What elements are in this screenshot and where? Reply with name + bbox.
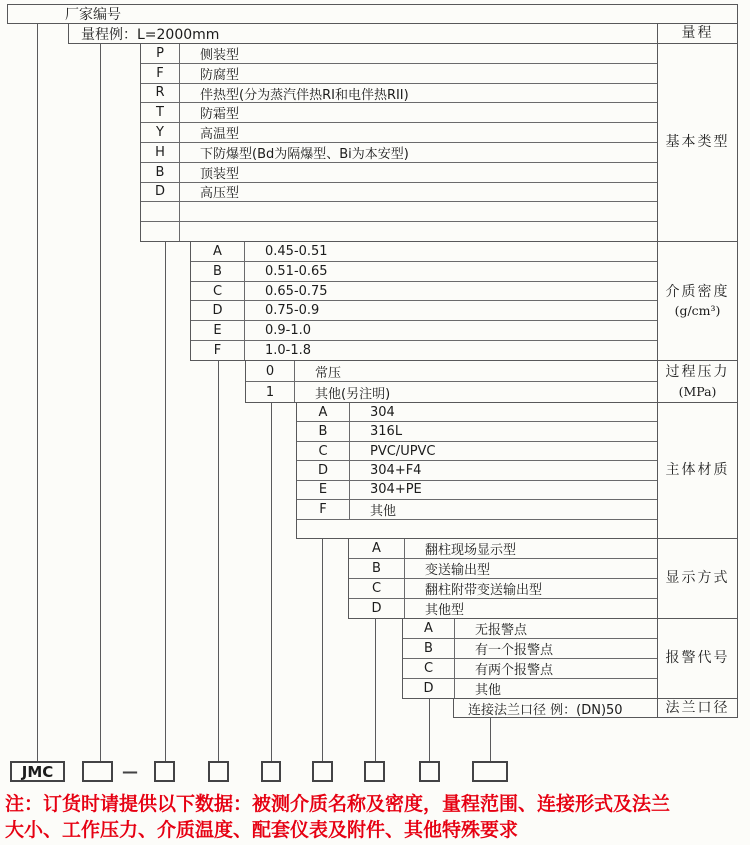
code-cell: C — [349, 579, 405, 598]
side-label-text: 介质密度 — [665, 283, 730, 300]
code-cell: E — [297, 481, 350, 499]
table-row — [141, 44, 657, 64]
range-example-label: 量程例：L=2000mm — [81, 26, 220, 43]
description-cell: 0.45-0.51 — [265, 243, 328, 259]
description-cell: 0.51-0.65 — [265, 263, 328, 279]
description-cell: 其他型 — [425, 603, 465, 618]
code-cell: B — [349, 559, 405, 578]
connector-line — [37, 23, 38, 762]
code-cell — [141, 202, 180, 221]
code-cell: D — [403, 679, 455, 698]
description-cell: 有一个报警点 — [475, 643, 554, 658]
side-label-text: 法兰口径 — [665, 699, 730, 716]
table-row — [191, 301, 657, 321]
description-cell: 0.9-1.0 — [265, 323, 312, 339]
table-row — [297, 481, 657, 500]
table-row — [246, 361, 657, 382]
description-cell: 翻柱现场显示型 — [425, 543, 517, 558]
description-cell: 防腐型 — [200, 67, 240, 83]
side-label-text: 主体材质 — [665, 462, 730, 479]
code-cell: E — [191, 321, 245, 340]
table-row — [349, 559, 657, 579]
side-label-body-material — [657, 402, 738, 539]
code-cell: D — [141, 183, 180, 202]
table-row — [246, 382, 657, 402]
description-cell: 翻柱附带变送输出型 — [425, 583, 543, 598]
code-cell: C — [403, 659, 455, 678]
connector-line — [375, 618, 376, 762]
model-code-box — [312, 761, 333, 782]
code-cell: C — [191, 282, 245, 301]
selection-table-flange-diameter — [453, 698, 658, 718]
code-cell: 1 — [246, 382, 295, 402]
code-cell: B — [403, 639, 455, 658]
code-cell: Y — [141, 123, 180, 142]
table-row — [403, 619, 657, 639]
code-cell — [141, 222, 180, 241]
connector-line — [100, 43, 101, 762]
description-cell: 其他(另注明) — [315, 386, 391, 402]
code-cell: B — [191, 262, 245, 281]
table-row — [297, 442, 657, 461]
connector-line — [165, 241, 166, 762]
factory-code-header — [7, 4, 738, 24]
side-label-text: 量程 — [681, 25, 714, 42]
side-label-flange-diameter — [657, 698, 738, 718]
description-cell: 连接法兰口径 例：(DN)50 — [468, 702, 623, 717]
description-cell — [180, 222, 657, 241]
description-cell — [297, 520, 657, 538]
connector-line — [322, 538, 323, 762]
side-label-alarm-code — [657, 618, 738, 699]
table-row — [191, 341, 657, 360]
table-row — [297, 520, 657, 538]
code-cell: F — [141, 64, 180, 83]
table-row — [454, 699, 657, 717]
table-row — [297, 461, 657, 480]
description-cell: 无报警点 — [475, 623, 528, 638]
description-cell: 高压型 — [200, 186, 240, 202]
selection-table-process-pressure — [245, 360, 658, 403]
ordering-note-line1: 注：订货时请提供以下数据：被测介质名称及密度，量程范围、连接形式及法兰 — [5, 793, 671, 815]
model-code-separator: — — [122, 762, 138, 781]
code-cell: H — [141, 143, 180, 162]
table-row — [297, 500, 657, 519]
description-cell — [180, 202, 657, 221]
code-cell: T — [141, 103, 180, 122]
side-label-text: 报警代号 — [665, 650, 730, 667]
description-cell: 304 — [370, 404, 395, 420]
table-row — [141, 183, 657, 203]
ordering-note-line2: 大小、工作压力、介质温度、配套仪表及附件、其他特殊要求 — [5, 819, 519, 841]
description-cell: 高温型 — [200, 127, 240, 142]
description-cell: 顶装型 — [200, 166, 240, 182]
description-cell: 其他 — [475, 683, 502, 698]
connector-line — [490, 717, 491, 762]
selection-table-medium-density — [190, 241, 658, 361]
description-cell: 0.65-0.75 — [265, 283, 328, 299]
description-cell: 常压 — [315, 365, 342, 381]
table-row — [191, 242, 657, 262]
description-cell: 变送输出型 — [425, 563, 491, 578]
code-cell: A — [191, 242, 245, 261]
factory-code-label: 厂家编号 — [65, 7, 121, 23]
table-row — [141, 123, 657, 143]
table-row — [141, 64, 657, 84]
side-label-medium-density — [657, 241, 738, 361]
model-code-box — [154, 761, 175, 782]
side-label-text: 基本类型 — [665, 134, 730, 151]
side-label-unit: (MPa) — [678, 383, 717, 399]
description-cell: 侧装型 — [200, 47, 240, 63]
table-row — [141, 163, 657, 183]
table-row — [297, 403, 657, 422]
selection-table-alarm-code — [402, 618, 658, 699]
code-cell: P — [141, 44, 180, 63]
table-row — [191, 262, 657, 282]
code-cell: D — [191, 301, 245, 320]
model-code-box — [261, 761, 281, 782]
table-row — [141, 84, 657, 104]
table-row — [191, 321, 657, 341]
description-cell: 伴热型(分为蒸汽伴热RI和电伴热RII) — [200, 87, 409, 103]
range-row — [68, 23, 658, 44]
description-cell: 下防爆型(Bd为隔爆型、Bi为本安型) — [200, 146, 409, 162]
description-cell: 有两个报警点 — [475, 663, 554, 678]
table-row — [141, 103, 657, 123]
description-cell: 304+PE — [370, 482, 422, 498]
table-row — [141, 143, 657, 163]
description-cell: PVC/UPVC — [370, 443, 436, 459]
side-label-basic-type — [657, 43, 738, 242]
table-row — [349, 599, 657, 618]
description-cell: 1.0-1.8 — [265, 343, 312, 359]
table-row — [403, 679, 657, 698]
side-label-unit: (g/cm³) — [674, 303, 721, 319]
table-row — [141, 222, 657, 241]
table-row — [191, 282, 657, 302]
code-cell: A — [403, 619, 455, 638]
model-prefix-box: JMC — [10, 761, 65, 782]
table-row — [403, 639, 657, 659]
table-row — [349, 579, 657, 599]
code-cell: 0 — [246, 361, 295, 381]
selection-table-body-material — [296, 402, 658, 539]
model-code-box — [82, 761, 113, 782]
side-label-text: 显示方式 — [665, 570, 730, 587]
description-cell: 316L — [370, 424, 403, 440]
code-cell: F — [191, 341, 245, 360]
ordering-note — [5, 791, 747, 843]
code-cell: A — [297, 403, 350, 421]
table-row — [349, 539, 657, 559]
model-code-box — [472, 761, 508, 782]
code-cell: D — [297, 461, 350, 479]
table-row — [297, 422, 657, 441]
side-label-process-pressure — [657, 360, 738, 403]
connector-line — [218, 360, 219, 762]
connector-line — [271, 402, 272, 762]
model-code-box — [364, 761, 385, 782]
description-cell: 0.75-0.9 — [265, 303, 320, 319]
table-row — [403, 659, 657, 679]
table-row — [141, 202, 657, 222]
connector-line — [429, 698, 430, 762]
code-cell: D — [349, 599, 405, 618]
description-cell: 其他 — [370, 503, 397, 519]
model-code-box — [419, 761, 440, 782]
description-cell: 304+F4 — [370, 462, 422, 478]
code-cell: C — [297, 442, 350, 460]
description-cell: 防霜型 — [200, 107, 240, 123]
model-code-box — [208, 761, 229, 782]
selection-table-basic-type — [140, 43, 658, 242]
selection-table-display-mode — [348, 538, 658, 619]
side-label-range — [657, 23, 738, 44]
code-cell: R — [141, 84, 180, 103]
side-label-display-mode — [657, 538, 738, 619]
code-cell: F — [297, 500, 350, 518]
code-cell: B — [141, 163, 180, 182]
side-label-text: 过程压力 — [665, 364, 730, 381]
code-cell: A — [349, 539, 405, 558]
code-cell: B — [297, 422, 350, 440]
